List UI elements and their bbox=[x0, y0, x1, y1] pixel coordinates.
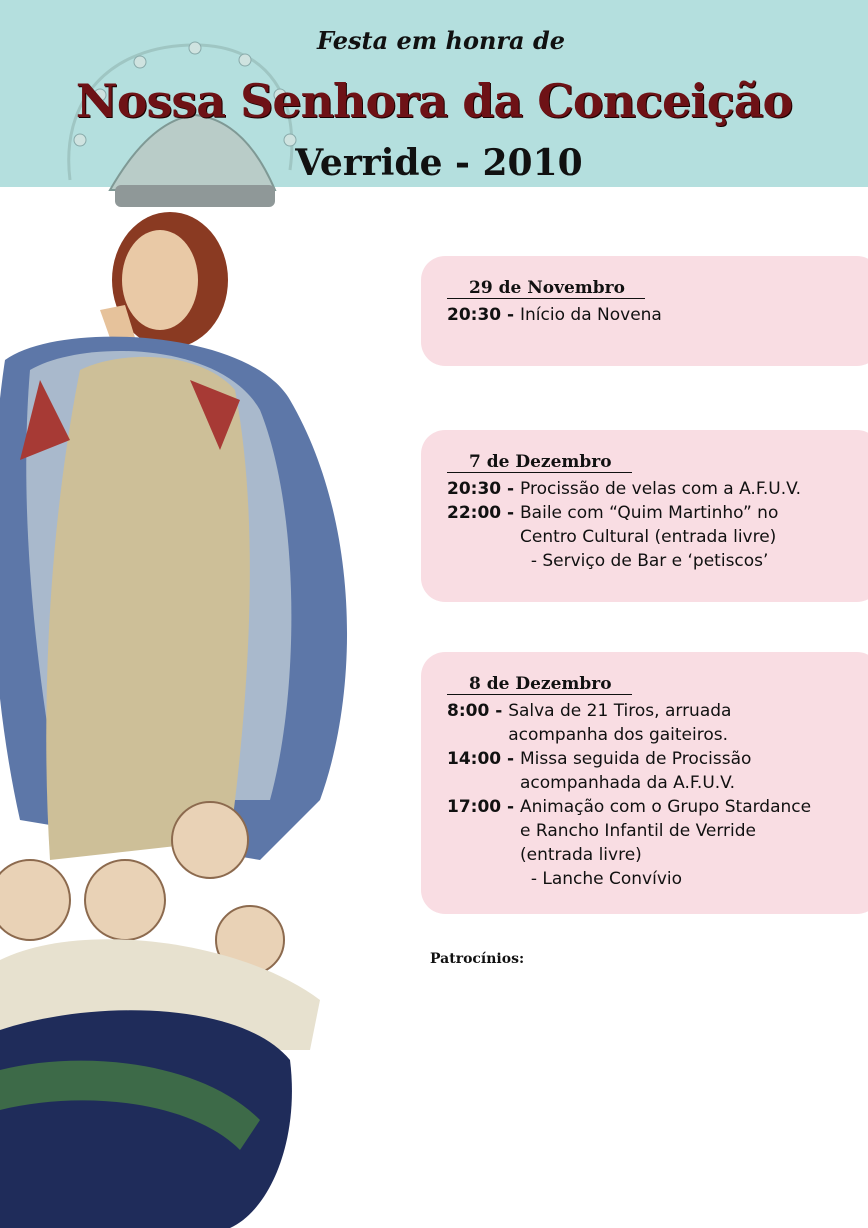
event-time: 20:30 - bbox=[447, 479, 521, 499]
subtitle: Festa em honra de bbox=[316, 26, 566, 55]
event-date: 7 de Dezembro bbox=[447, 452, 632, 473]
event-desc: Baile com “Quim Martinho” no bbox=[520, 503, 779, 523]
event-box-dec-7 bbox=[421, 430, 868, 602]
event-desc: acompanhada da A.F.U.V. bbox=[520, 773, 736, 793]
event-time: 22:00 - bbox=[447, 503, 521, 523]
event-desc: - Lanche Convívio bbox=[520, 869, 683, 889]
event-desc: acompanha dos gaiteiros. bbox=[508, 725, 729, 745]
event-desc: Animação com o Grupo Stardance bbox=[520, 797, 812, 817]
event-time: 14:00 - bbox=[447, 749, 521, 769]
event-box-nov-29 bbox=[421, 256, 868, 366]
event-desc: Início da Novena bbox=[520, 305, 662, 325]
event-date: 29 de Novembro bbox=[447, 278, 645, 299]
event-desc: Salva de 21 Tiros, arruada bbox=[508, 701, 732, 721]
event-desc: e Rancho Infantil de Verride bbox=[520, 821, 756, 841]
place-year: Verride - 2010 bbox=[295, 142, 583, 184]
event-time: 20:30 - bbox=[447, 305, 521, 325]
event-date: 8 de Dezembro bbox=[447, 674, 632, 695]
event-item bbox=[447, 747, 868, 795]
statue-image bbox=[0, 40, 370, 1228]
event-desc: (entrada livre) bbox=[520, 845, 642, 865]
event-desc: Procissão de velas com a A.F.U.V. bbox=[520, 479, 801, 499]
event-time: 8:00 - bbox=[447, 701, 509, 721]
event-item bbox=[447, 303, 868, 327]
event-box-dec-8 bbox=[421, 652, 868, 914]
event-item bbox=[447, 795, 868, 891]
event-desc: Centro Cultural (entrada livre) bbox=[520, 527, 777, 547]
event-desc: - Serviço de Bar e ‘petiscos’ bbox=[520, 551, 769, 571]
event-item bbox=[447, 477, 868, 501]
sponsors-label: Patrocínios: bbox=[430, 951, 525, 967]
page-title: Nossa Senhora da Conceição bbox=[75, 74, 793, 128]
event-desc: Missa seguida de Procissão bbox=[520, 749, 752, 769]
event-time: 17:00 - bbox=[447, 797, 521, 817]
event-item bbox=[447, 501, 868, 573]
event-item bbox=[447, 699, 868, 747]
